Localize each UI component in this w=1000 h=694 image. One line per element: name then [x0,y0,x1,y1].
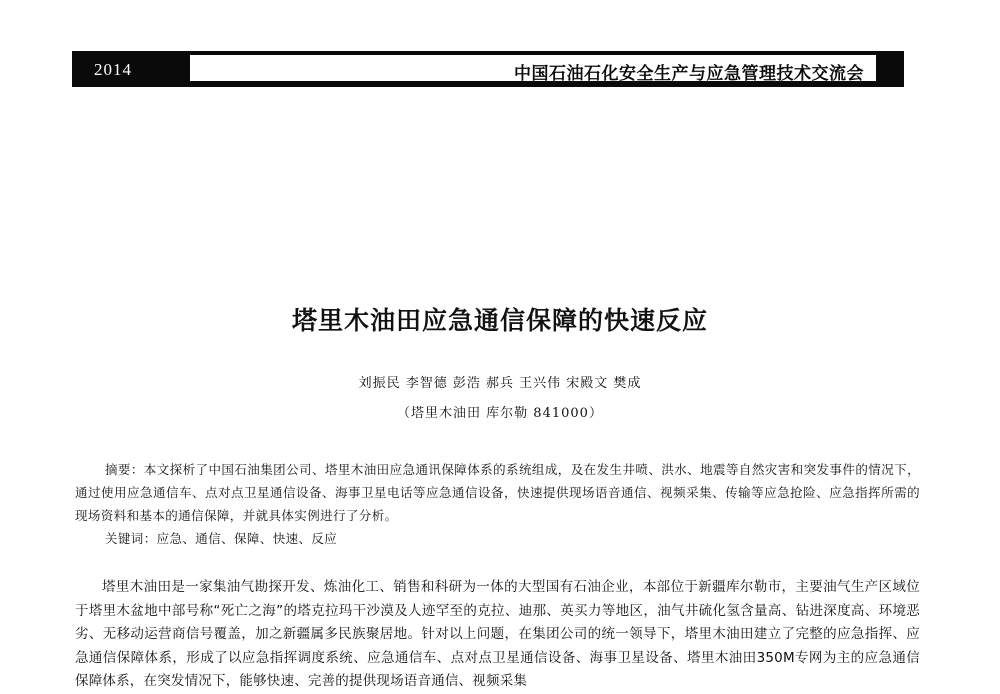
running-header [72,51,904,87]
decor-square-icon [894,63,900,69]
decor-square-icon [180,63,186,69]
decor-square-icon [886,71,891,76]
abstract: 摘要：本文探析了中国石油集团公司、塔里木油田应急通讯保障体系的系统组成，及在发生井喷、洪水、地震等自然灾害和突发事件的情况下，通过使用应急通信车、点对点卫星通信设备、海事卫星电话等应急通信设备，快速提供现场语音通信、视频采集、传输等应急抢险、应急指挥所需的现场资料和基本的通信保障，并就具体实例进行了分析。 [75,462,920,523]
affiliation: （塔里木油田 库尔勒 841000） [397,406,603,421]
keywords: 关键词：应急、通信、保障、快速、反应 [105,531,338,546]
body-paragraph: 塔里木油田是一家集油气勘探开发、炼油化工、销售和科研为一体的大型国有石油企业，本部位于新疆库尔勒市，主要油气生产区域位于塔里木盆地中部号称“死亡之海”的塔克拉玛干沙漠及人迹罕至的克拉、迪那、英买力等地区，油气井硫化氢含量高、钻进深度高、环境恶劣、无移动运营商信号覆盖，加之新疆属多民族聚居地。针对以上问题，在集团公司的统一领导下，塔里木油田建立了完整的应急指挥、应急通信保障体系，形成了以应急指挥调度系统、应急通信车、点对点卫星通信设备、海事卫星设备、塔里木油田350M专网为主的应急通信保障体系，在突发情况下，能够快速、完善的提供现场语音通信、视频采集 [75,579,920,689]
header-year: 2014 [94,60,132,79]
author-list: 刘振民 李智德 彭浩 郝兵 王兴伟 宋殿文 樊成 [358,376,642,391]
decor-square-icon [885,55,892,62]
decor-square-icon [173,55,180,62]
conference-name: 中国石油石化安全生产与应急管理技术交流会 [514,64,864,84]
decor-square-icon [175,69,180,74]
paper-title: 塔里木油田应急通信保障的快速反应 [291,306,708,335]
